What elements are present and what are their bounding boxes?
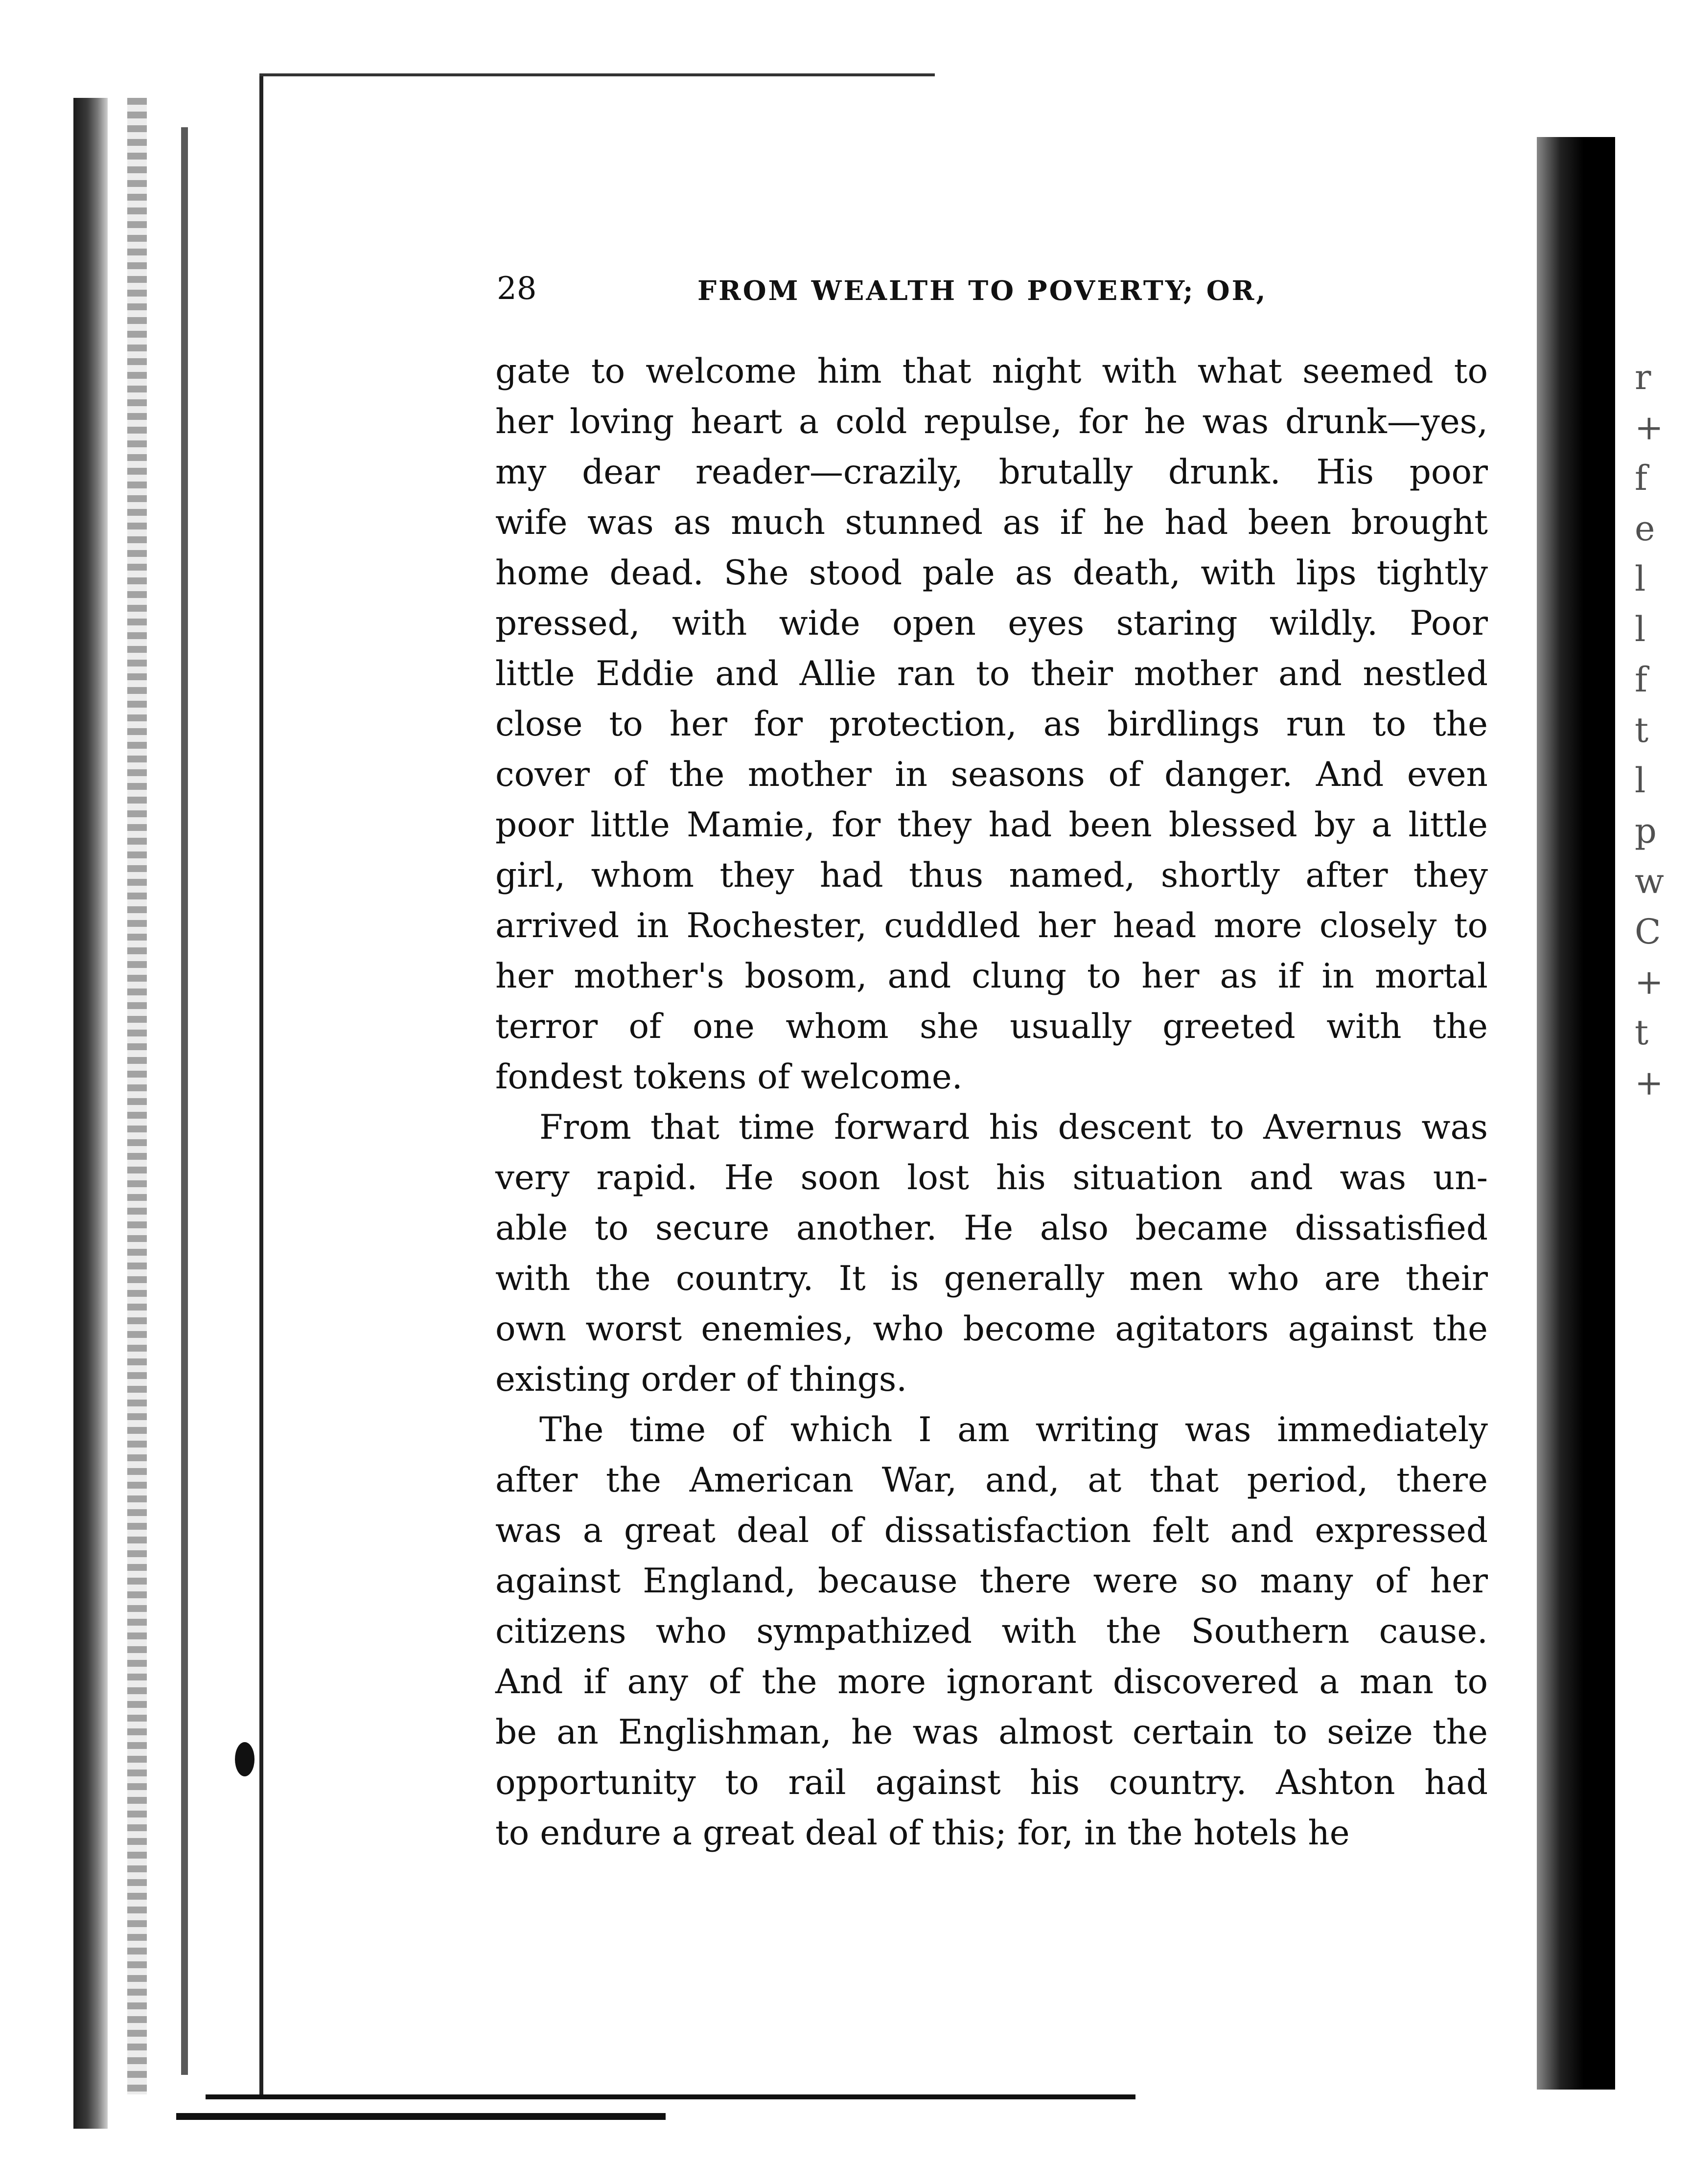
text-line: wife was as much stunned as if he had been brought <box>495 503 1488 542</box>
left-edge-rule <box>181 127 188 2075</box>
text-line: be an Englishman, he was almost certain to seize the <box>495 1713 1488 1752</box>
text-line: cover of the mother in seasons of danger. And even <box>495 755 1488 794</box>
page-border-bottom <box>206 2094 1135 2099</box>
text-line: existing order of things. <box>495 1360 907 1399</box>
text-line: arrived in Rochester, cuddled her head more closely to <box>495 906 1488 945</box>
text-line: my dear reader—crazily, brutally drunk. His poor <box>495 453 1488 492</box>
facing-page-fragment: w <box>1635 861 1664 901</box>
text-line: was a great deal of dissatisfaction felt and expressed <box>495 1511 1488 1550</box>
text-line: gate to welcome him that night with what seemed to <box>495 352 1488 391</box>
paragraph <box>495 346 1488 1103</box>
facing-page-fragment: p <box>1635 811 1657 851</box>
facing-page-fragment: + <box>1635 408 1664 448</box>
page-border-top <box>259 73 935 76</box>
text-line: opportunity to rail against his country. Ashton had <box>495 1763 1488 1802</box>
text-line: very rapid. He soon lost his situation and was un- <box>495 1158 1488 1197</box>
facing-page-fragment: + <box>1635 1063 1664 1103</box>
running-title: FROM WEALTH TO POVERTY; OR, <box>697 275 1268 306</box>
text-line: against England, because there were so many of her <box>495 1562 1488 1601</box>
text-line: own worst enemies, who become agitators against the <box>495 1310 1488 1349</box>
text-line: citizens who sympathized with the Southern cause. <box>495 1612 1488 1651</box>
facing-page-fragment: + <box>1635 962 1664 1002</box>
facing-page-fragment: f <box>1635 660 1647 700</box>
facing-page-fragments <box>1635 352 1664 1103</box>
left-page-edges <box>127 98 147 2094</box>
text-line: girl, whom they had thus named, shortly after they <box>495 856 1488 895</box>
paragraph <box>495 1405 1488 1859</box>
text-line: little Eddie and Allie ran to their mother and nestled <box>495 654 1488 693</box>
page-number: 28 <box>497 271 537 307</box>
text-line: able to secure another. He also became dissatisfied <box>495 1209 1488 1248</box>
left-book-binding-shadow <box>73 98 108 2129</box>
facing-page-fragment: e <box>1635 508 1655 549</box>
text-line: after the American War, and, at that period, there <box>495 1461 1488 1500</box>
facing-page-fragment: l <box>1635 559 1646 599</box>
paragraph <box>495 1103 1488 1405</box>
page-border-left <box>259 73 263 2099</box>
right-book-binding-shadow <box>1537 137 1615 2090</box>
facing-page-fragment: f <box>1635 458 1647 498</box>
running-header <box>497 267 1488 311</box>
facing-page-fragment: l <box>1635 760 1646 801</box>
text-line: close to her for protection, as birdlings run to the <box>495 705 1488 744</box>
text-line: home dead. She stood pale as death, with lips tightly <box>495 553 1488 593</box>
text-line: terror of one whom she usually greeted with the <box>495 1007 1488 1046</box>
text-line: with the country. It is generally men who are their <box>495 1259 1488 1298</box>
page-edge-bottom <box>176 2113 666 2120</box>
text-line: fondest tokens of welcome. <box>495 1058 963 1097</box>
text-line: The time of which I am writing was immediately <box>539 1410 1488 1449</box>
facing-page-fragment: l <box>1635 609 1646 649</box>
text-line: And if any of the more ignorant discovered a man to <box>495 1662 1488 1701</box>
ink-blot <box>235 1742 255 1776</box>
text-line: poor little Mamie, for they had been blessed by a little <box>495 805 1488 845</box>
text-line: pressed, with wide open eyes staring wildly. Poor <box>495 604 1488 643</box>
text-line: her mother's bosom, and clung to her as if in mortal <box>495 957 1488 996</box>
text-line: From that time forward his descent to Avernus was <box>539 1108 1488 1147</box>
facing-page-fragment: t <box>1635 1012 1649 1053</box>
body-text <box>495 346 1488 1859</box>
text-line: to endure a great deal of this; for, in the hotels he <box>495 1814 1350 1853</box>
facing-page-fragment: C <box>1635 912 1661 952</box>
facing-page-fragment: r <box>1635 357 1651 397</box>
text-line: her loving heart a cold repulse, for he was drunk—yes, <box>495 402 1488 441</box>
facing-page-fragment: t <box>1635 710 1649 750</box>
